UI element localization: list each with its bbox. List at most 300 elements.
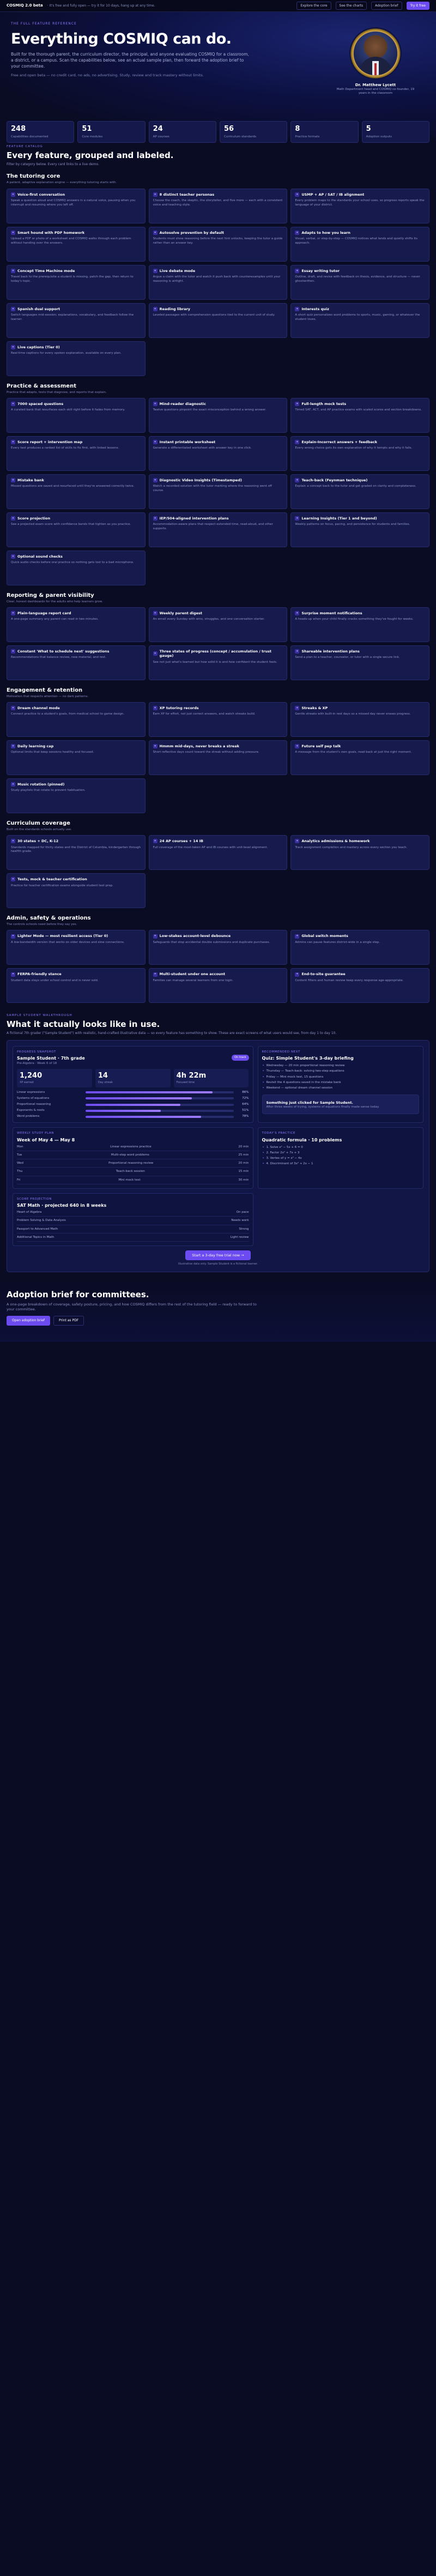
score-panel [13,1193,253,1246]
plan-head: Week of May 4 — May 8 [17,1137,75,1142]
quiz-item[interactable]: • 3. Vertex of y = x² − 4x [262,1157,419,1160]
mastery-bar-label: Systems of equations [17,1096,50,1100]
mastery-bar-track [86,1110,234,1112]
feature-card-body: A message from the student's own goals, read back at just the right moment. [295,751,412,754]
feature-card-title: Essay writing tutor [301,268,340,273]
feature-card-title: Optional sound checks [17,554,63,559]
feature-card-body: Quick audio checks before oral practice so nothing gets lost to a bad microphone. [11,561,134,565]
recommendation-item: • Weekend — optional dream channel session [262,1086,419,1090]
feature-icon: ✦ [11,307,15,311]
mastery-bars [17,1091,249,1119]
mastery-bar-value: 86% [242,1090,249,1094]
feature-card-title: Weekly parent digest [159,610,203,615]
quiz-eyebrow: TODAY'S PRACTICE [262,1132,296,1135]
plan-time: 15 min [238,1170,249,1174]
catalog-title: Every feature, grouped and labeled. [7,150,174,161]
feature-card[interactable] [7,398,146,433]
feature-card-header [295,649,425,654]
stat-number: 56 [224,125,234,133]
feature-card-title: Explain-Incorrect answers + feedback [301,439,378,444]
feature-card[interactable] [7,968,146,1003]
group-title: Curriculum coverage [7,820,70,826]
stat-number: 24 [153,125,163,133]
feature-card[interactable] [290,474,429,509]
plan-row [17,1162,249,1168]
feature-icon: ✦ [154,307,156,311]
feature-icon: ✦ [296,516,299,520]
stat-value: 4h 22m [176,1072,207,1080]
feature-icon: ✦ [296,649,299,653]
feature-icon: ✦ [296,744,299,748]
feature-card[interactable] [149,265,288,300]
feature-card-header [11,972,141,976]
feature-icon: ✦ [154,972,156,976]
mastery-bar-label: Linear expressions [17,1090,45,1094]
feature-grid [7,930,429,1003]
feature-icon: ✦ [154,706,156,710]
hero-sublede: Free and open beta — no credit card, no ads, no advertising. Study, review and track mastery without limits. [11,72,204,77]
weekly-plan-panel [13,1127,253,1188]
feature-card-header [11,839,141,843]
score-label: Problem Solving & Data Analysis [17,1219,66,1223]
stat-label: Focused time [176,1081,195,1085]
feature-card-header [11,345,141,349]
feature-card[interactable] [149,227,288,262]
feature-card-title: Low-stakes account-level debounce [159,934,231,939]
feature-card-header [11,554,141,559]
feature-card-title: 24 AP courses + 14 IB [159,839,203,844]
feature-card[interactable] [7,873,146,908]
mastery-bar-label: Word problems [17,1115,40,1118]
plan-task: Linear expressions practice [110,1145,152,1149]
feature-card[interactable] [7,645,146,680]
feature-card-title: Score report + intervention map [17,439,83,444]
feature-card[interactable] [290,607,429,642]
plan-day: Thu [17,1170,23,1174]
brand-name[interactable]: COSMIQ 2.0 beta [7,3,43,8]
feature-icon: ✦ [11,478,15,482]
demo-footnote: Illustrative data only. Sample Student is a fictional learner. [178,1262,258,1266]
feature-icon: ✦ [296,231,299,234]
feature-icon: ✦ [296,307,299,311]
feature-card-header [153,440,283,444]
feature-card-title: Voice-first conversation [17,192,65,197]
demo-title: What it actually looks like in use. [7,1019,160,1030]
brief-body: A one-page breakdown of coverage, safety posture, pricing, and how COSMIQ differs from the rest of the tutoring field — ready to forward to your committee. [7,1302,257,1311]
stat-label: Day streak [98,1081,113,1085]
feature-card[interactable] [149,398,288,433]
feature-card-body: Study playlists that rotate to prevent habituation. [11,789,86,793]
feature-card-header [11,744,141,748]
feature-card[interactable] [290,645,429,680]
score-label: Passport to Advanced Math [17,1227,58,1231]
feature-card-title: XP tutoring records [159,706,199,710]
adoption-brief [0,1280,436,1342]
recommendation-item: • Revisit the 4 questions saved in the mistake bank [262,1081,419,1085]
feature-card-body: Explain a concept back to the tutor and get graded on clarity and completeness. [295,485,416,488]
score-eyebrow: SCORE PROJECTION [17,1197,52,1201]
feature-card[interactable] [290,303,429,338]
feature-card-body: Track assignment completion and mastery across every section you teach. [295,845,408,849]
nav-brief-button[interactable]: Adoption brief [371,2,402,10]
feature-icon: ✦ [11,878,15,881]
hero-title: Everything COSMIQ can do. [11,30,232,47]
feature-icon: ✦ [154,269,156,273]
mastery-bar-value: 78% [242,1115,249,1118]
mastery-bar-fill [86,1091,213,1093]
feature-card-header [295,744,425,748]
stat-value: 14 [98,1072,108,1080]
feature-card-body: Connect practice to a student's goals, from medical school to game design. [11,712,125,716]
feature-card-header [11,877,141,881]
feature-card-body: Admins can pause features district-wide in a single step. [295,940,380,944]
feature-card-body: Practice for teacher certification exams alongside student test prep. [11,884,113,887]
group-title: Reporting & parent visibility [7,592,94,598]
feature-icon: ✦ [154,611,156,615]
feature-card-title: Smart hound with PDF homework [17,230,85,235]
feature-card[interactable] [149,835,288,870]
plan-task: Multi-step word problems [111,1153,149,1157]
feature-card[interactable] [7,227,146,262]
feature-card-title: Lighter Mode — most resilient access (Tier 0) [17,934,108,939]
score-label: Heart of Algebra [17,1211,42,1214]
mastery-bar-row [17,1115,249,1118]
plan-time: 20 min [238,1145,249,1149]
feature-icon: ✦ [296,706,299,710]
feature-grid [7,607,429,680]
quiz-head: Quadratic formula · 10 problems [262,1137,342,1142]
feature-card[interactable] [7,607,146,642]
feature-card[interactable] [149,607,288,642]
stat-number: 248 [11,125,26,133]
feature-card[interactable] [290,702,429,737]
score-rows [17,1211,249,1242]
feature-card-header [153,269,283,273]
feature-card[interactable] [7,189,146,223]
feature-card-title: Live captions (Tier 0) [17,344,60,349]
feature-grid [7,398,429,585]
feature-card[interactable] [149,303,288,338]
plan-rows [17,1145,249,1184]
score-row [17,1219,249,1225]
score-row [17,1211,249,1217]
group-subtitle: Practice that adapts, tests that diagnose, and reports that explain. [7,390,107,394]
feature-card-title: Surprise moment notifications [301,610,362,615]
feature-icon: ✦ [154,231,156,234]
feature-card-title: Future self pep talk [301,744,341,748]
feature-card-header [11,307,141,311]
feature-card-body: Switch languages mid-session; explanations, vocabulary, and feedback follow the learner. [11,313,134,321]
open-brief-button[interactable]: Open adoption brief [7,1316,50,1326]
feature-icon: ✦ [154,934,156,938]
feature-card-body: A low-bandwidth version that works on older devices and slow connections. [11,940,125,944]
feature-card[interactable] [149,740,288,775]
feature-icon: ✦ [154,478,156,482]
feature-card-title: USMP + AP / SAT / IB alignment [301,192,365,197]
feature-card[interactable] [290,189,429,223]
status-badge: On track [232,1055,249,1061]
recommendations-panel [258,1046,423,1123]
feature-grid [7,189,429,376]
nav-explore-button[interactable]: Explore the core [296,2,331,10]
feature-card[interactable] [7,341,146,376]
feature-card-body: Generate a differentiated worksheet with answer key in one click. [153,446,252,450]
feature-card[interactable] [149,436,288,471]
feature-card[interactable] [7,551,146,585]
feature-card-body: Full coverage of the most-taken AP and IB courses with unit-level alignment. [153,845,268,849]
feature-icon: ✦ [154,516,156,520]
feature-card-header [153,516,283,521]
catalog-subtitle: Filter by category below. Every card links to a live demo. [7,162,99,166]
stat-number: 51 [82,125,92,133]
feature-card-body: Timed SAT, ACT, and AP practice exams with scaled scores and section breakdowns. [295,408,422,412]
plan-day: Wed [17,1162,23,1165]
feature-card-header [11,231,141,235]
feature-card-header [11,706,141,710]
stat-label: XP earned [20,1081,34,1085]
mastery-bar-track [86,1104,234,1106]
founder-card [329,27,422,105]
plan-task: Mini mock test [118,1178,141,1182]
feature-card-title: Analytics admissions & homework [301,839,370,844]
feature-icon: ✦ [154,402,156,406]
score-value: On pace [236,1211,249,1214]
feature-card-title: 30 states + DC, K-12 [17,839,59,844]
feature-icon: ✦ [154,744,156,748]
feature-icon: ✦ [11,402,15,406]
feature-card[interactable] [149,930,288,965]
feature-card[interactable] [7,265,146,300]
hero-lede: Built for the thorough parent, the curriculum director, the principal, and anyone evaluating COSMIQ for a classroom, a district, or a campus. Scan the capabilities below, see an actual sample plan, then forward the adoption brief to your committee. [11,51,249,69]
mastery-bar-row [17,1097,249,1100]
feature-catalog [0,137,436,1006]
recs-head: Quiz: Simple Student's 3-day briefing [262,1055,354,1061]
feature-card-header [295,972,425,976]
feature-card-title: Concept Time Machine mode [17,268,75,273]
feature-card-header [153,839,283,843]
top-bar [0,0,436,12]
feature-card-title: Live debate mode [159,268,196,273]
feature-card[interactable] [290,930,429,965]
feature-card-header [295,839,425,843]
feature-card[interactable] [7,436,146,471]
feature-icon: ✦ [296,269,299,273]
group-subtitle: A patient, adaptive explanation engine — everything tutoring starts with. [7,181,117,185]
stat-value: 1,240 [20,1072,43,1080]
feature-icon: ✦ [296,839,299,843]
recommendation-item: • Friday — Mini mock test, 15 questions [262,1075,419,1079]
feature-card-header [11,269,141,273]
feature-card[interactable] [149,474,288,509]
streak-stat [95,1069,171,1087]
feature-card-title: Full-length mock tests [301,401,347,406]
feature-card-title: Music rotation (pinned) [17,782,65,787]
catalog-eyebrow: FEATURE CATALOG [7,145,43,148]
top-tagline: · It's free and fully open — try it for 10 days, hang up at any time. [47,3,155,8]
group-subtitle: Clear, honest dashboards for the adults who help learners grow. [7,600,103,603]
feature-card-body: Speak a question aloud and COSMIQ answers in a natural voice, pausing when you interrupt and resuming where you left off. [11,199,136,207]
feature-card[interactable] [290,740,429,775]
feature-card-title: Daily learning cap [17,744,54,748]
feature-card-title: Hmmm mid-days, never breaks a streak [159,744,239,748]
feature-icon: ✦ [154,652,156,656]
feature-card[interactable] [149,968,288,1003]
try-free-button[interactable]: Try it free [407,2,429,10]
highlight-body: After three weeks of trying, systems of equations finally made sense today. [266,1105,380,1109]
feature-card[interactable] [7,702,146,737]
feature-card-body: Families can manage several learners from one login. [153,978,234,982]
group-title: Engagement & retention [7,687,83,693]
feature-card[interactable] [149,645,288,680]
highlight-title: Something just clicked for Sample Student. [266,1100,353,1105]
feature-card-body: Every test produces a ranked list of skills to fix first, with linked lessons. [11,446,119,450]
mastery-bar-row [17,1091,249,1095]
feature-card-body: Weekly patterns on focus, pacing, and persistence for students and families. [295,523,410,527]
feature-icon: ✦ [11,934,15,938]
feature-card-title: Autosolve prevention by default [159,230,224,235]
brief-title: Adoption brief for committees. [7,1289,149,1299]
feature-card-header [153,972,283,976]
progress-header [17,1054,249,1061]
feature-card[interactable] [149,512,288,547]
portrait-ring [349,27,402,80]
print-pdf-button[interactable]: Print as PDF [53,1316,84,1326]
demo-panel [7,1040,429,1272]
stat-number: 5 [366,125,371,133]
feature-card-body: Accommodation-aware plans that respect extended time, read-aloud, and other supports. [153,523,273,530]
feature-icon: ✦ [154,839,156,843]
group-title: Practice & assessment [7,383,76,389]
quiz-item[interactable]: • 2. Factor 2x² + 7x + 3 [262,1151,419,1155]
feature-card-body: A heads-up when your child finally cracks something they've fought for weeks. [295,618,414,621]
feature-card[interactable] [7,303,146,338]
progress-head: Sample Student · 7th grade [17,1055,85,1061]
mastery-bar-track [86,1097,234,1099]
group-subtitle: Motivation that respects attention — no dark patterns. [7,694,89,698]
feature-card-body: Twelve questions pinpoint the exact misconception behind a wrong answer. [153,408,267,412]
feature-icon: ✦ [11,839,15,843]
feature-card[interactable] [7,740,146,775]
demo-subtitle: A fictional 7th grader ("Sample Student") with realistic, hand-crafted illustrative data — so every feature has something to show. These are exact screens of what users would see, from day 1 to day 10. [7,1031,337,1035]
feature-card-header [295,706,425,710]
feature-icon: ✦ [296,478,299,482]
feature-icon: ✦ [296,402,299,406]
plan-row [17,1145,249,1151]
feature-icon: ✦ [11,516,15,520]
feature-card-title: Plain-language report card [17,610,71,615]
plan-row [17,1178,249,1184]
group-title: Admin, safety & operations [7,915,91,922]
feature-card-header [295,192,425,197]
feature-card[interactable] [290,968,429,1003]
quiz-item[interactable]: • 1. Solve x² − 5x + 6 = 0 [262,1146,419,1150]
recs-list [262,1064,419,1090]
feature-card[interactable] [7,474,146,509]
highlight-card [262,1095,419,1114]
group-title: The tutoring core [7,173,60,180]
feature-icon: ✦ [11,706,15,710]
founder-portrait [354,32,397,75]
feature-card-body: Outline, draft, and revise with feedback on thesis, evidence, and structure — never ghostwritten. [295,275,420,283]
plan-time: 30 min [238,1178,249,1182]
score-head: SAT Math · projected 640 in 8 weeks [17,1202,107,1208]
feature-card-body: Choose the coach, the skeptic, the storyteller, and five more — each with a consistent voice and teaching style. [153,199,283,207]
feature-card[interactable] [290,227,429,262]
feature-card-header [11,649,141,654]
recommendation-item: • Thursday — Teach-back: solving two-step equations [262,1069,419,1073]
feature-icon: ✦ [296,934,299,938]
plan-row [17,1153,249,1159]
feature-icon: ✦ [154,440,156,444]
feature-icon: ✦ [296,972,299,976]
feature-card[interactable] [149,702,288,737]
feature-card-header [153,231,283,235]
quiz-item[interactable]: • 4. Discriminant of 3x² + 2x − 1 [262,1162,419,1166]
feature-card-title: Spanish dual support [17,306,60,311]
stat-label: Practice formats [295,135,320,138]
feature-card-title: Mind-reader diagnostic [159,401,206,406]
feature-card[interactable] [290,436,429,471]
portrait-tie [374,63,377,75]
feature-card-body: Visual, verbal, or step-by-step — COSMIQ notices what lands and quietly shifts its approach. [295,237,417,245]
plan-task: Proportional reasoning review [108,1162,154,1165]
stat-card [77,121,145,143]
feature-card[interactable] [290,398,429,433]
stat-label: Core modules [82,135,103,138]
feature-card-title: 7000 spaced questions [17,401,64,406]
start-trial-button[interactable]: Start a 3-day free trial now → [185,1250,250,1260]
plan-eyebrow: WEEKLY STUDY PLAN [17,1132,54,1135]
plan-time: 25 min [238,1153,249,1157]
feature-card[interactable] [290,265,429,300]
feature-card-header [295,231,425,235]
plan-day: Fri [17,1178,21,1182]
feature-card-header [153,192,283,197]
feature-card-header [295,478,425,482]
feature-card[interactable] [7,778,146,813]
feature-icon: ✦ [11,972,15,976]
feature-card-title: Score projection [17,516,51,521]
feature-card-header [295,934,425,938]
mastery-bar-value: 51% [242,1109,249,1112]
feature-card[interactable] [290,835,429,870]
nav-charts-button[interactable]: See the charts [336,2,367,10]
plan-time: 20 min [238,1162,249,1165]
feature-card[interactable] [7,835,146,870]
feature-card[interactable] [7,930,146,965]
feature-card[interactable] [290,512,429,547]
feature-card-header [11,440,141,444]
feature-groups [7,173,429,1003]
feature-card-header [153,934,283,938]
score-row [17,1236,249,1242]
feature-card-body: Standards mapped for thirty states and the District of Columbia, kindergarten through twelfth grade. [11,845,141,854]
mastery-bar-fill [86,1116,201,1118]
feature-card[interactable] [149,189,288,223]
feature-card-header [11,611,141,615]
hero-eyebrow: THE FULL FEATURE REFERENCE [11,22,77,26]
feature-card[interactable] [7,512,146,547]
feature-card-title: Multi-student under one account [159,972,226,977]
progress-sub: Pre-Algebra · Week 6 of 18 [17,1062,57,1066]
quiz-list [262,1146,419,1166]
feature-icon: ✦ [11,231,15,234]
feature-card-body: Content filters and human review keep every response age-appropriate. [295,978,404,982]
group-subtitle: Built on the standards schools actually use. [7,828,72,831]
feature-card-body: Upload a PDF or photo of a worksheet and COSMIQ walks through each problem without handing over the answers. [11,237,131,245]
plan-task: Teach-back session [116,1170,145,1174]
mastery-bar-row [17,1109,249,1112]
